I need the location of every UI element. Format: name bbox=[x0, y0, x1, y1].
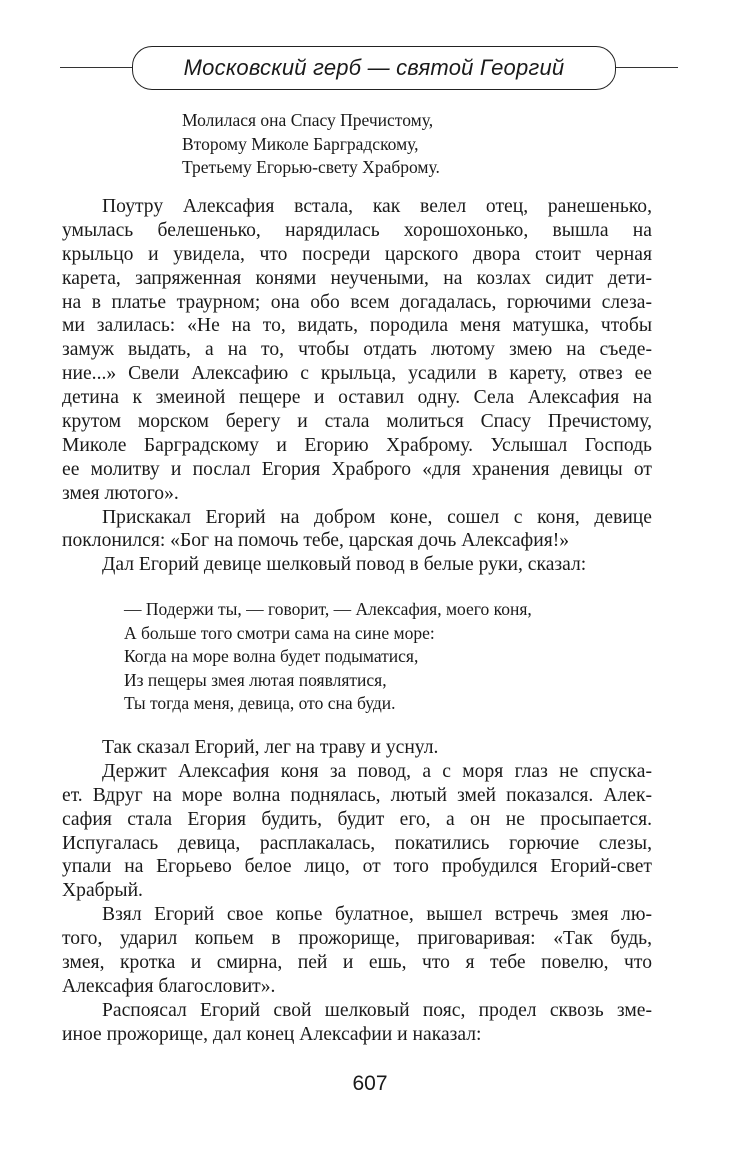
text-line: крутом морском берегу и стала молиться Спасу Пречистому, bbox=[62, 411, 652, 433]
text-line: Алексафия благословит». bbox=[62, 975, 276, 997]
page-number: 607 bbox=[352, 1072, 388, 1095]
verse-prayer-line: Молилася она Спасу Пречистому, bbox=[182, 110, 434, 130]
text-line: на в платье траурном; она обо всем догадалась, горючими слеза- bbox=[62, 291, 652, 313]
text-line: Так сказал Егорий, лег на траву и уснул. bbox=[102, 737, 439, 758]
paragraph bbox=[62, 553, 652, 577]
text-line: сафия стала Егория будить, будит его, а он не просыпается. bbox=[62, 808, 652, 830]
text-line: Поутру Алексафия встала, как велел отец, ранешенько, bbox=[102, 196, 652, 217]
header-title: Московский герб — святой Георгий bbox=[183, 55, 565, 80]
verse-speech-line: А больше того смотри сама на сине море: bbox=[124, 622, 435, 643]
text-line: замуж выдать, а на то, чтобы отдать лютому змею на съеде- bbox=[62, 339, 652, 361]
verse-speech-line: Из пещеры змея лютая появлятися, bbox=[124, 669, 387, 690]
text-line: Распоясал Егорий свой шелковый пояс, продел сквозь зме- bbox=[102, 999, 652, 1021]
text-line: детина к змеиной пещере и оставил одну. Села Алексафия на bbox=[62, 387, 652, 409]
header-rule-left bbox=[60, 67, 132, 68]
text-line: ет. Вдруг на море волна поднялась, лютый змей показался. Алек- bbox=[62, 784, 652, 806]
text-line: карета, запряженная конями неучеными, на козлах сидит дети- bbox=[62, 267, 652, 289]
prose-block-1 bbox=[62, 195, 652, 577]
text-line: Взял Егорий свое копье булатное, вышел встречь змея лю- bbox=[102, 904, 652, 926]
paragraph bbox=[62, 736, 652, 760]
text-line: Прискакал Егорий на добром коне, сошел с коня, девице bbox=[102, 506, 652, 528]
verse-prayer-line: Третьему Егорью-свету Храброму. bbox=[182, 157, 440, 177]
text-line: умылась белешенько, нарядилась хорошохонько, вышла на bbox=[62, 219, 652, 241]
header-rule-right bbox=[616, 67, 678, 68]
text-line: ми залилась: «Не на то, видать, породила меня матушка, чтобы bbox=[62, 315, 652, 337]
text-line: крыльцо и увидела, что посреди царского двора стоит черная bbox=[62, 243, 652, 265]
running-header bbox=[60, 46, 678, 90]
verse-speech bbox=[124, 598, 532, 716]
text-line: ее молитву и послал Егория Храброго «для хранения девицы от bbox=[62, 458, 652, 480]
paragraph bbox=[62, 903, 652, 999]
paragraph bbox=[62, 999, 652, 1047]
text-line: Дал Егорий девице шелковый повод в белые руки, сказал: bbox=[102, 554, 587, 576]
verse-speech-line: Когда на море волна будет подыматися, bbox=[124, 646, 419, 666]
text-line: того, ударил копьем в прожорище, приговаривая: «Так будь, bbox=[62, 928, 652, 950]
text-line: Миколе Барградскому и Егорию Храброму. Услышал Господь bbox=[62, 434, 652, 456]
text-line: Храбрый. bbox=[62, 880, 143, 902]
text-line: поклонился: «Бог на помочь тебе, царская дочь Алексафия!» bbox=[62, 530, 570, 552]
verse-prayer-line: Второму Миколе Барградскому, bbox=[182, 133, 419, 154]
text-line: упали на Егорьево белое лицо, от того пробудился Егорий-свет bbox=[62, 856, 652, 878]
text-line: иное прожорище, дал конец Алексафии и наказал: bbox=[62, 1023, 482, 1045]
verse-prayer bbox=[182, 109, 440, 180]
text-line: ние...» Свели Алексафию с крыльца, усадили в карету, отвез ее bbox=[62, 363, 652, 385]
header-frame bbox=[132, 46, 616, 90]
text-line: Держит Алексафия коня за повод, а с моря глаз не спускa- bbox=[102, 760, 652, 782]
verse-speech-line: — Подержи ты, — говорит, — Алексафия, моего коня, bbox=[124, 599, 532, 619]
paragraph bbox=[62, 760, 652, 903]
verse-speech-line: Ты тогда меня, девица, ото сна буди. bbox=[124, 693, 396, 713]
prose-block-2 bbox=[62, 736, 652, 1047]
paragraph bbox=[62, 506, 652, 554]
paragraph bbox=[62, 195, 652, 506]
text-line: змея лютого». bbox=[62, 482, 179, 504]
text-line: Испугалась девица, расплакалась, покатились горючие слезы, bbox=[62, 832, 652, 854]
text-line: змея, кротка и смирна, пей и ешь, что я тебе повелю, что bbox=[62, 952, 652, 974]
